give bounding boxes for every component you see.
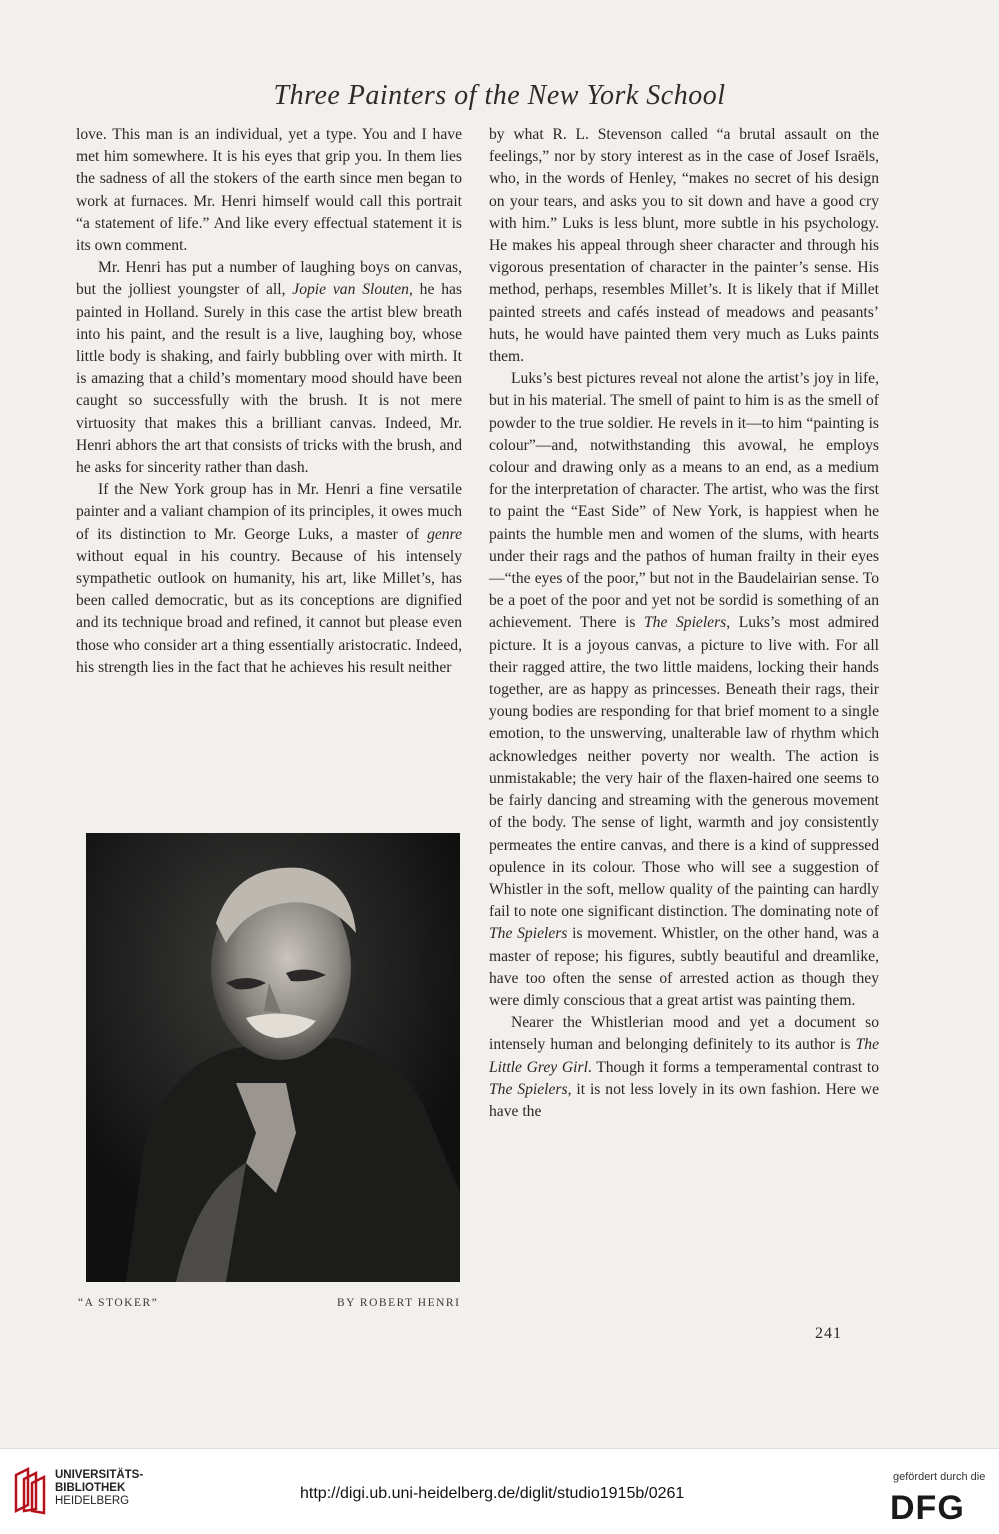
paragraph	[76, 257, 462, 479]
library-name-line: BIBLIOTHEK	[55, 1482, 126, 1494]
portrait-illustration	[86, 833, 460, 1282]
italic-title: The Spielers	[489, 925, 568, 943]
paragraph-text: . Though it forms a temperamental contrast to	[587, 1058, 879, 1076]
italic-title: The Little Grey Girl	[489, 1036, 879, 1076]
italic-title: The Spielers	[489, 1080, 568, 1098]
paragraph-text: , it is not less lovely in its own fashion. Here we have the	[489, 1080, 879, 1120]
right-column	[489, 124, 879, 1123]
digitization-footer	[0, 1448, 999, 1534]
library-name-line: UNIVERSITÄTS-	[55, 1469, 144, 1481]
paragraph-text: , he has painted in Holland. Surely in this case the artist blew breath into his paint, and the result is a live, laughing boy, whose little body is shaking, and fairly bubbling over with mirth. It is amazing that a child’s momentary mood should have been caught so successfully with the brush. It is not mere virtuosity that makes this a brilliant canvas. Indeed, Mr. Henri abhors the art that consists of tricks with the brush, and he asks for sincerity rather than dash.	[76, 281, 462, 477]
paragraph	[76, 479, 462, 679]
paragraph-text: Nearer the Whistlerian mood and yet a document so intensely human and belonging definitely to its author is	[489, 1014, 879, 1054]
paragraph-text: If the New York group has in Mr. Henri a fine versatile painter and a valiant champion of its principles, it owes much of its distinction to Mr. George Luks, a master of	[76, 481, 462, 543]
library-logo-icon	[12, 1465, 50, 1515]
page-number: 241	[815, 1325, 842, 1342]
plate-caption-title: “A STOKER”	[78, 1297, 159, 1309]
left-column	[76, 124, 462, 679]
library-name	[55, 1469, 143, 1508]
permalink-url[interactable]: http://digi.ub.uni-heidelberg.de/diglit/studio1915b/0261	[300, 1485, 685, 1502]
dfg-logo: DFG	[890, 1489, 965, 1527]
paragraph-text: , Luks’s most admired picture. It is a joyous canvas, a picture to live with. For all their ragged attire, the two little maidens, locking their hands together, are as happy as princesses. Beneath their rags, their young bodies are responding for that brief moment to a single emotion, to the unswerving, unalterable law of rhythm which acknowledges neither poverty nor wealth. The action is unmistakable; the very hair of the flaxen-haired one seems to be fairly dancing and streaming with the generous movement of the body. The sense of light, warmth and joy consistently permeates the entire canvas, and there is a kind of suppressed opulence in its colour. Those who will see a suggestion of Whistler in the soft, mellow quality of the painting can hardly fail to note one significant distinction. The dominating note of	[489, 614, 879, 921]
paragraph	[489, 1012, 879, 1123]
paragraph-text: without equal in his country. Because of his intensely sympathetic outlook on humanity, his art, like Millet’s, has been called democratic, but as its conceptions are dignified and its technique broad and refined, it cannot but please even those who consider art a thing essentially aristocratic. Indeed, his strength lies in the fact that he achieves his result neither	[76, 547, 462, 676]
funded-by-label: gefördert durch die	[893, 1471, 986, 1483]
paragraph	[489, 124, 879, 368]
paragraph-text: is movement. Whistler, on the other hand, was a master of repose; his figures, subtly beautiful and dreamlike, have too often the sense of arrested action as though they were dimly conscious that a great artist was painting them.	[489, 925, 880, 1009]
paragraph-text: Mr. Henri has put a number of laughing boys on canvas, but the jolliest youngster of all,	[76, 259, 462, 299]
paragraph	[489, 368, 879, 1012]
running-head: Three Painters of the New York School	[273, 80, 726, 111]
plate-caption-artist: BY ROBERT HENRI	[337, 1297, 461, 1309]
paragraph-text: Luks’s best pictures reveal not alone the artist’s joy in life, but in his material. The smell of paint to him is as the smell of powder to the true soldier. He revels in it—to him “painting is colour”—and, notwithstanding this avowal, he employs colour and drawing only as a means to an end, as a medium for the interpretation of character. The artist, who was the first to paint the “East Side” of New York, is happiest when he paints the humble men and women of the slums, with hearts under their rags and the pathos of human frailty in their eyes—“the eyes of the poor,” but not in the Baudelairian sense. To be a poet of the poor and yet not be sordid is something of an achievement. There is	[489, 370, 879, 632]
italic-title: Jopie van Slouten	[292, 281, 409, 299]
paragraph-text: by what R. L. Stevenson called “a brutal assault on the feelings,” nor by story interest as in the case of Josef Israëls, who, in the words of Henley, “makes no secret of his design on your tears, and asks you to sit down and have a good cry with him.” Luks is less blunt, more subtle in his psychology. He makes his appeal through sheer character and through his vigorous presentation of character in the painter’s sense. His method, perhaps, resembles Millet’s. It is likely that if Millet painted streets and cafés instead of meadows and peasants’ huts, he would have painted them very much as Luks paints them.	[489, 126, 879, 366]
paragraph	[76, 124, 462, 257]
italic-title: The Spielers	[644, 614, 727, 632]
paragraph-text: love. This man is an individual, yet a type. You and I have met him somewhere. It is his eyes that grip you. In them lies the sadness of all the stokers of the earth since men began to work at furnaces. Mr. Henri himself would call this portrait “a statement of life.” And like every effectual statement it is its own comment.	[76, 126, 462, 255]
library-name-line: HEIDELBERG	[55, 1495, 130, 1507]
stoker-portrait-plate	[86, 833, 460, 1282]
italic-term: genre	[427, 525, 462, 543]
